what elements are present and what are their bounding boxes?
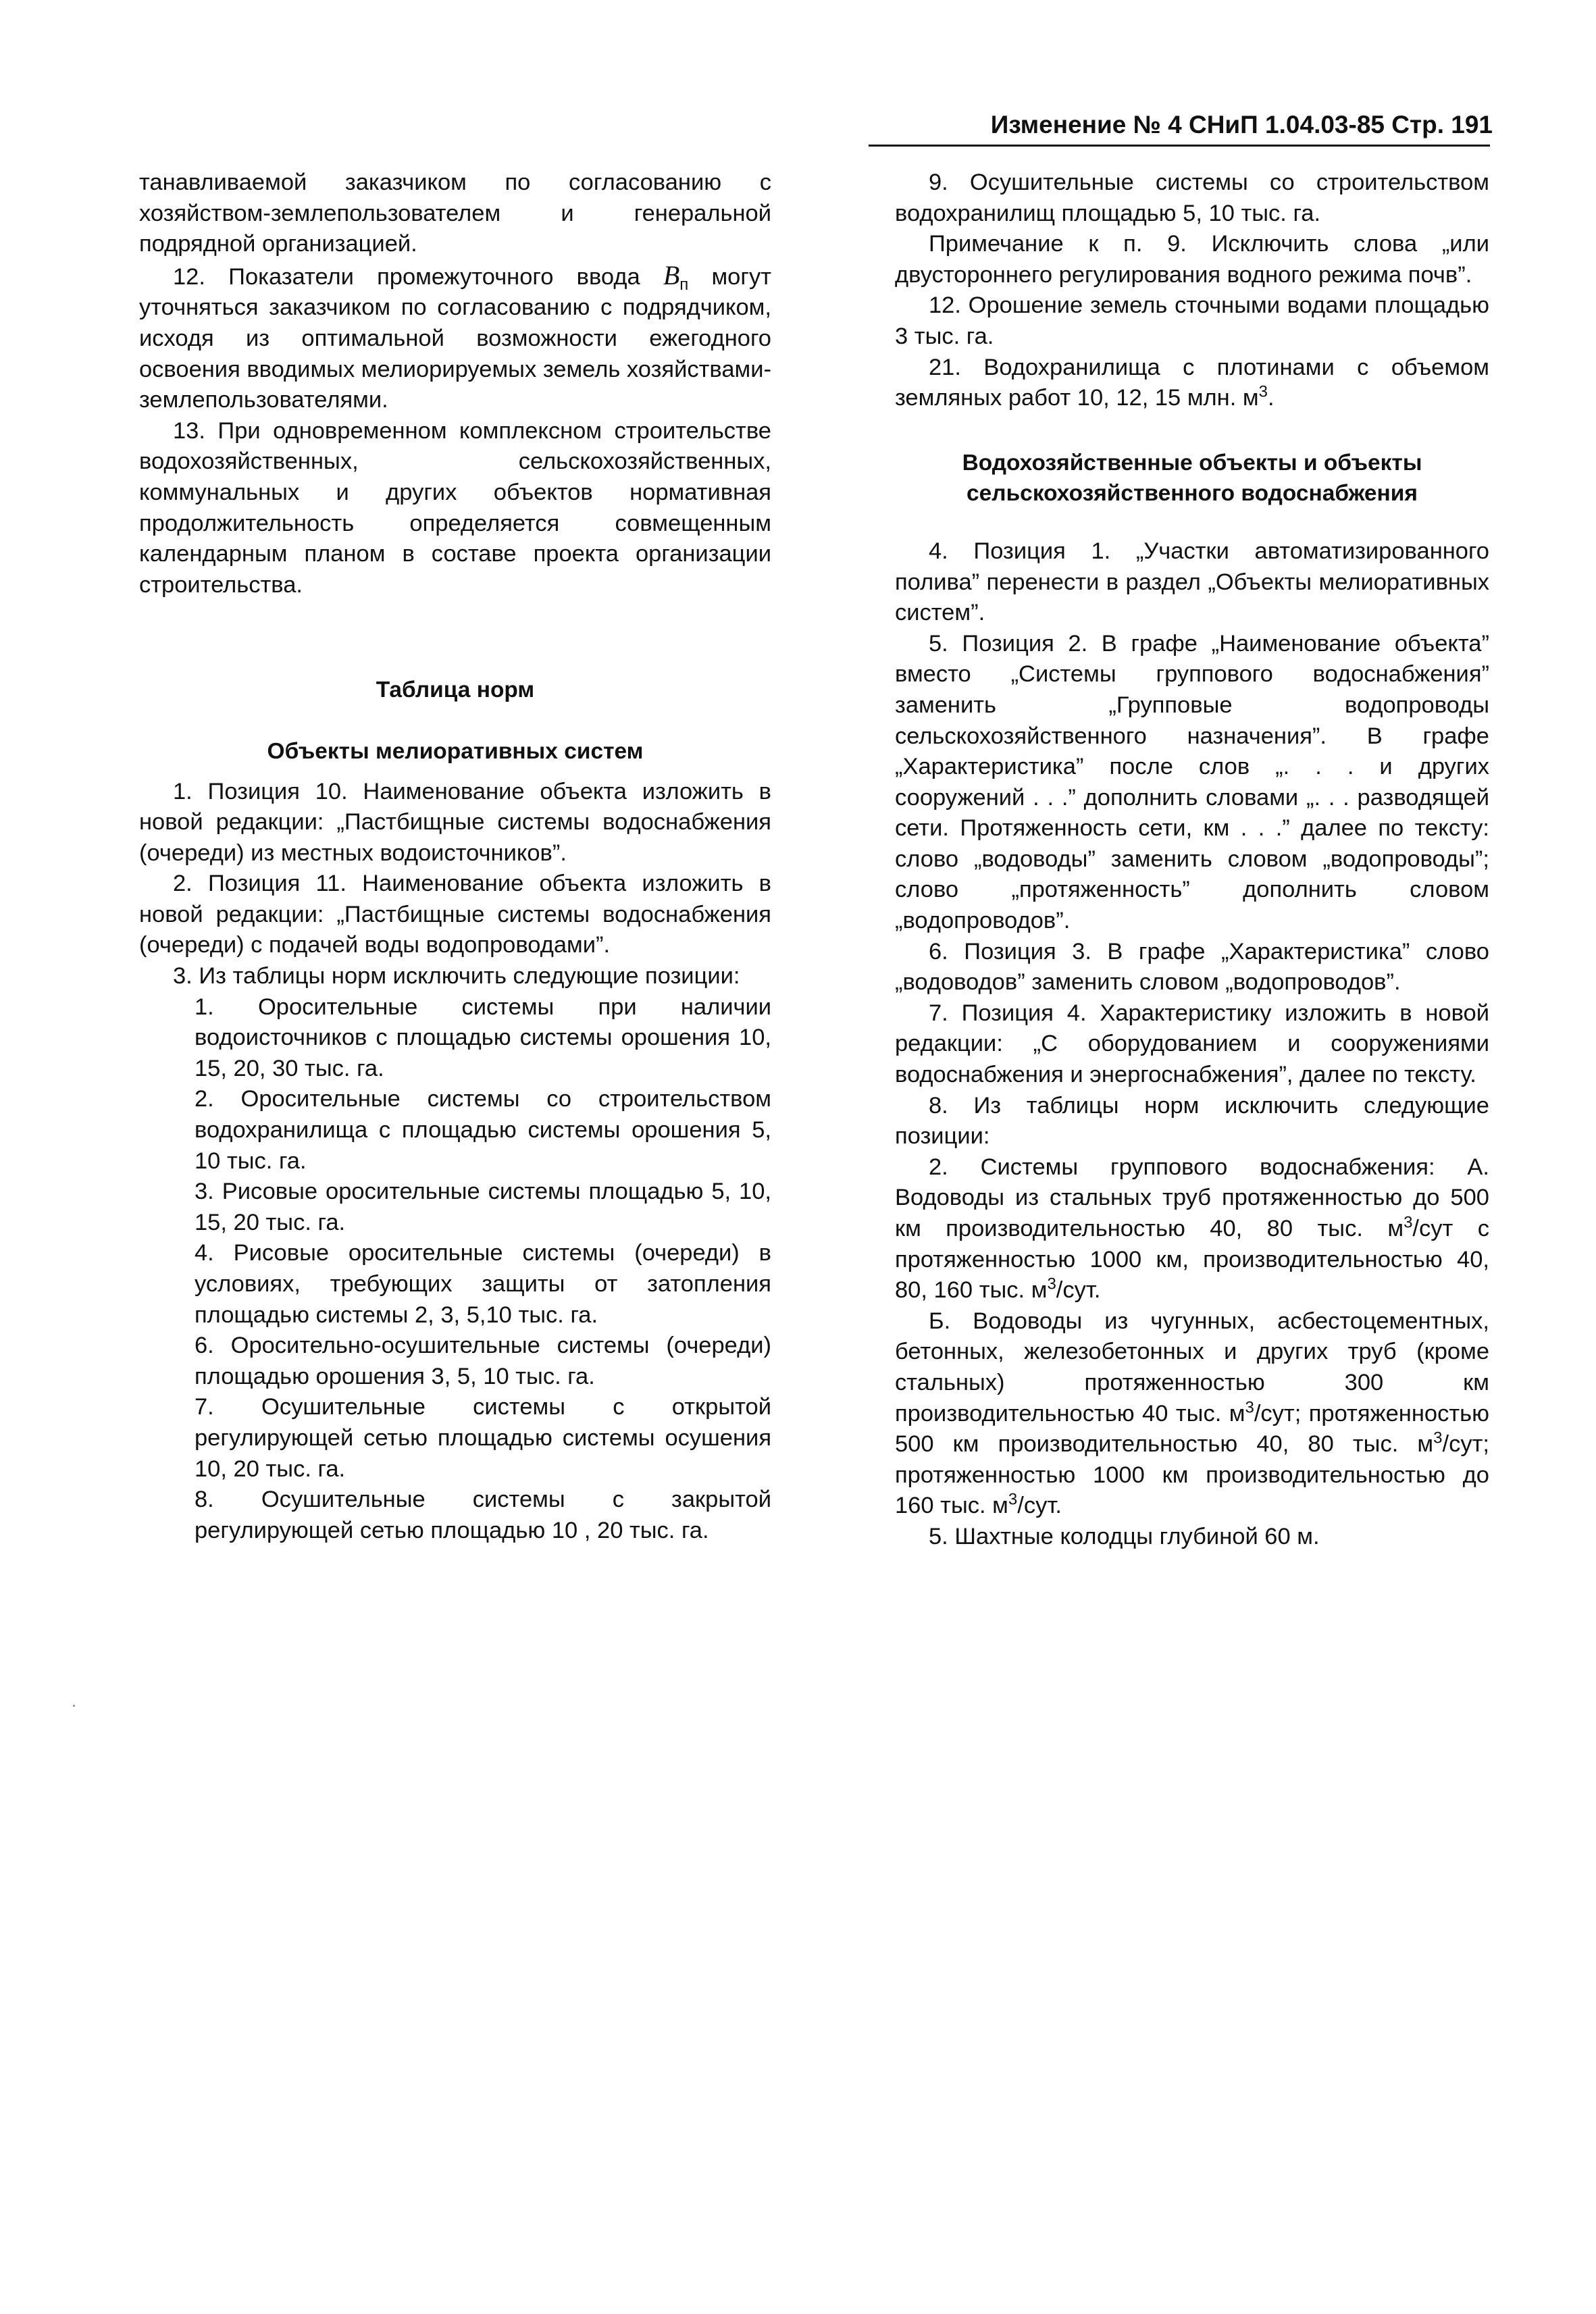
excluded-position-8: 8. Осушительные системы с закрытой регулирующей сетью площадью 10 , 20 тыс. га. bbox=[195, 1487, 771, 1543]
paragraph-12-text-start: Показатели промежуточного ввода bbox=[228, 263, 640, 290]
page-header: Изменение № 4 СНиП 1.04.03-85 Стр. 191 bbox=[990, 111, 1493, 138]
excluded-water-position-2 bbox=[895, 1152, 1489, 1306]
position-b-text-a: Б. Водоводы из чугунных, асбестоцементных, бетонных, железобетонных и других труб (кроме стальных) протяженностью 300 км производительностью 40 тыс. м bbox=[895, 1308, 1489, 1426]
section-heading-water-line-1: Водохозяйственные объекты и объекты bbox=[962, 450, 1422, 475]
item-4: 4. Позиция 1. „Участки автоматизированного полива” перенести в раздел „Объекты мелиоративных систем”. bbox=[895, 538, 1489, 626]
excluded-position-3: 3. Рисовые оросительные системы площадью 5, 10, 15, 20 тыс. га. bbox=[195, 1179, 771, 1235]
section-heading-melioration: Объекты мелиоративных систем bbox=[267, 738, 644, 764]
position-b-text-b: /сут; протяженностью 500 км производительностью 40, 80 тыс. м bbox=[895, 1400, 1489, 1458]
excluded-position-1: 1. Оросительные системы при наличии водоисточников с площадью системы орошения 10, 15, 20, 30 тыс. га. bbox=[195, 994, 771, 1081]
position-2-text-a: 2. Системы группового водоснабжения: А. Водоводы из стальных труб протяженностью до 500 км производительностью 40, 80 тыс. м bbox=[895, 1154, 1489, 1241]
item-2: 2. Позиция 11. Наименование объекта изложить в новой редакции: „Пастбищные системы водоснабжения (очереди) с подачей воды водопроводами”. bbox=[139, 871, 771, 958]
paragraph-12-text-end: могут уточняться заказчиком по согласованию с подрядчиком, исходя из оптимальной возможности ежегодного освоения вводимых мелиорируемых земель хозяйствами-землепользователями. bbox=[139, 263, 771, 413]
right-column bbox=[895, 168, 1489, 1553]
section-heading-water-line-2: сельскохозяйственного водоснабжения bbox=[967, 481, 1418, 507]
cubic-superscript: 3 bbox=[1047, 1275, 1056, 1293]
left-column bbox=[139, 168, 771, 1546]
variable-b: B bbox=[663, 259, 680, 290]
position-21-text: 21. Водохранилища с плотинами с объемом земляных работ 10, 12, 15 млн. м bbox=[895, 354, 1489, 411]
excluded-position-9: 9. Осушительные системы со строительством водохранилищ площадью 5, 10 тыс. га. bbox=[895, 170, 1489, 226]
intro-paragraph: танавливаемой заказчиком по согласованию с хозяйством-землепользователем и генеральной подрядной организацией. bbox=[139, 170, 771, 257]
item-8: 8. Из таблицы норм исключить следующие позиции: bbox=[895, 1092, 1489, 1150]
variable-b-subscript: п bbox=[679, 275, 689, 294]
excluded-position-7: 7. Осушительные системы с открытой регулирующей сетью площадью системы осушения 10, 20 тыс. га. bbox=[195, 1394, 771, 1482]
header-rule bbox=[869, 145, 1490, 147]
item-5: 5. Позиция 2. В графе „Наименование объекта” вместо „Системы группового водоснабжения” заменить „Групповые водопроводы сельскохозяйственного назначения”. В графе „Характеристика” после слов „. . . и других сооружений . . .” дополнить словами „. . . разводящей сети. Протяженность сети, км . . .” далее по тексту: слово „водоводы” заменить словом „водопроводы”; слово „протяженность” дополнить словом „водопроводов”. bbox=[895, 630, 1489, 934]
position-21-end: . bbox=[1267, 385, 1275, 411]
item-1: 1. Позиция 10. Наименование объекта изложить в новой редакции: „Пастбищные системы водоснабжения (очереди) из местных водоисточников”. bbox=[139, 778, 771, 866]
position-b-text-d: /сут. bbox=[1017, 1493, 1062, 1519]
cubic-superscript: 3 bbox=[1258, 382, 1268, 401]
paragraph-12-number: 12. bbox=[173, 263, 205, 290]
cubic-superscript: 3 bbox=[1433, 1429, 1443, 1447]
item-7: 7. Позиция 4. Характеристику изложить в новой редакции: „С оборудованием и сооружениями водоснабжения и энергоснабжения”, далее по тексту. bbox=[895, 1000, 1489, 1088]
excluded-water-position-b bbox=[895, 1306, 1489, 1522]
item-3: 3. Из таблицы норм исключить следующие позиции: bbox=[173, 963, 740, 989]
table-heading: Таблица норм bbox=[376, 677, 535, 703]
note-item-9: Примечание к п. 9. Исключить слова „или двустороннего регулирования водного режима почв”. bbox=[895, 231, 1489, 288]
position-b-text-c: /сут; протяженностью 1000 км производительностью до 160 тыс. м bbox=[895, 1431, 1489, 1519]
cubic-superscript: 3 bbox=[1404, 1213, 1413, 1232]
excluded-position-12: 12. Орошение земель сточными водами площадью 3 тыс. га. bbox=[895, 292, 1489, 349]
item-6: 6. Позиция 3. В графе „Характеристика” слово „водоводов” заменить словом „водопроводов”. bbox=[895, 938, 1489, 996]
cubic-superscript: 3 bbox=[1245, 1398, 1254, 1417]
excluded-position-4: 4. Рисовые оросительные системы (очереди) в условиях, требующих защиты от затопления площадью системы 2, 3, 5,10 тыс. га. bbox=[195, 1240, 771, 1328]
excluded-water-position-5: 5. Шахтные колодцы глубиной 60 м. bbox=[929, 1523, 1320, 1549]
excluded-position-2: 2. Оросительные системы со строительством водохранилища с площадью системы орошения 5, 10 тыс. га. bbox=[195, 1086, 771, 1174]
excluded-position-6: 6. Оросительно-осушительные системы (очереди) площадью орошения 3, 5, 10 тыс. га. bbox=[195, 1333, 771, 1389]
position-2-text-b: /сут с протяженностью 1000 км, производительностью 40, 80, 160 тыс. м bbox=[895, 1216, 1489, 1304]
paragraph-13: 13. При одновременном комплексном строительстве водохозяйственных, сельскохозяйственных, коммунальных и других объектов нормативная продолжительность определяется совмещенным календарным планом в составе проекта организации строительства. bbox=[139, 417, 771, 598]
position-2-text-c: /сут. bbox=[1056, 1277, 1101, 1304]
excluded-position-21 bbox=[895, 353, 1489, 414]
paragraph-12 bbox=[139, 260, 771, 416]
scan-speck bbox=[73, 1705, 75, 1707]
cubic-superscript: 3 bbox=[1008, 1490, 1018, 1509]
